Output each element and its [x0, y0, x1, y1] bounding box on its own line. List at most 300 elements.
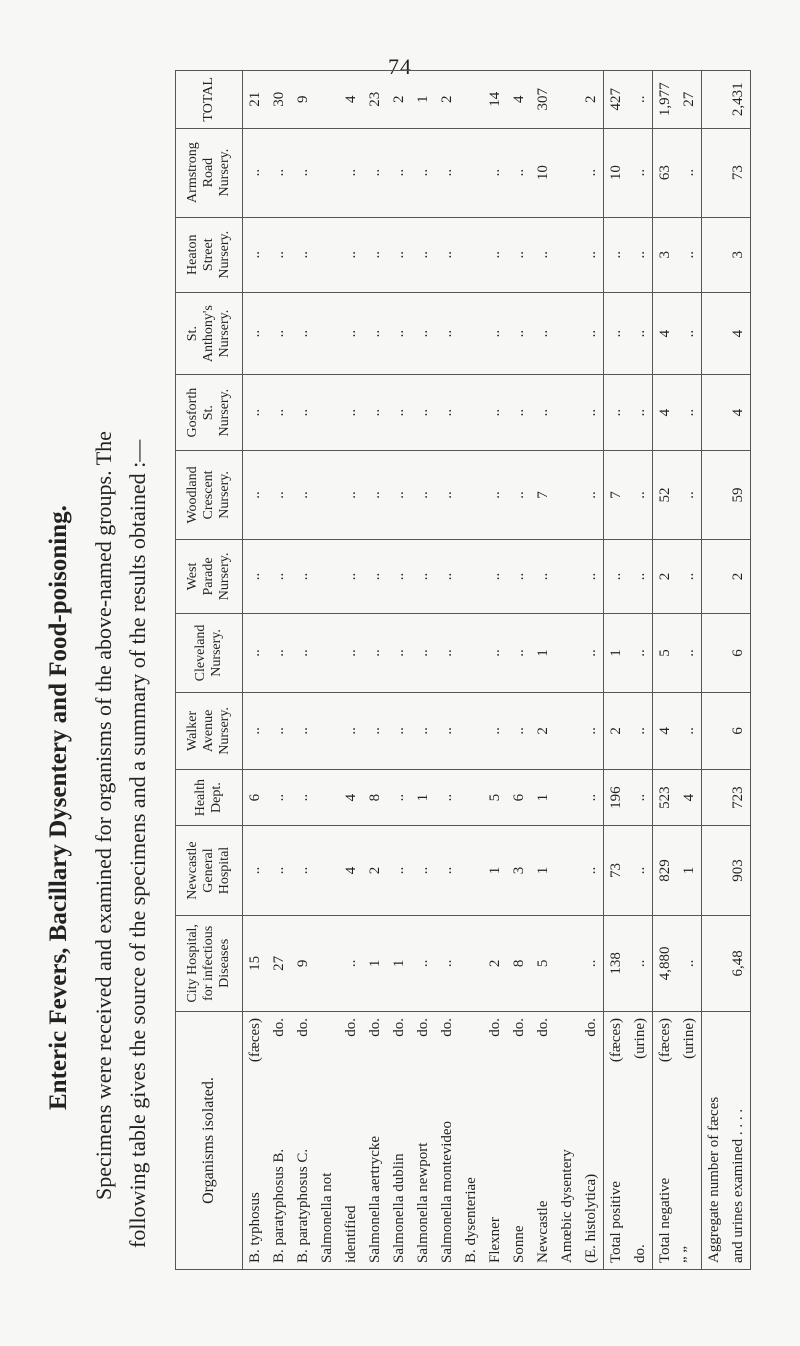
col-walker-avenue: Walker Avenue Nursery.	[176, 692, 243, 769]
count-cell	[459, 539, 483, 613]
results-table	[175, 70, 751, 1270]
count-cell: ..	[339, 450, 363, 539]
count-cell: ..	[435, 613, 459, 692]
organism-name-cell	[483, 1012, 507, 1270]
organism-name: Amœbic dysentery	[558, 1149, 575, 1263]
count-cell: ..	[579, 539, 604, 613]
count-cell: ..	[677, 613, 702, 692]
count-cell	[702, 292, 727, 375]
table-row	[291, 71, 315, 1270]
count-cell	[702, 128, 727, 217]
count-cell: 5	[483, 769, 507, 826]
table-row	[411, 71, 435, 1270]
table-row	[702, 71, 727, 1270]
count-cell: ..	[435, 128, 459, 217]
count-cell	[459, 826, 483, 915]
count-cell: ..	[267, 769, 291, 826]
count-cell: ..	[387, 217, 411, 292]
count-cell: 1	[531, 769, 555, 826]
total-cell: 30	[267, 71, 291, 129]
table-row	[653, 71, 678, 1270]
organism-name-cell	[653, 1012, 678, 1270]
table-row	[267, 71, 291, 1270]
col-armstrong-road: Armstrong Road Nursery.	[176, 128, 243, 217]
count-cell	[315, 375, 339, 451]
count-cell: ..	[507, 128, 531, 217]
table-row	[435, 71, 459, 1270]
count-cell: ..	[363, 613, 387, 692]
count-cell: ..	[677, 128, 702, 217]
organism-name: Salmonella aertrycke	[366, 1135, 383, 1263]
count-cell: ..	[604, 539, 629, 613]
col-health-dept: Health Dept.	[176, 769, 243, 826]
count-cell: ..	[531, 292, 555, 375]
count-cell: ..	[291, 613, 315, 692]
count-cell: ..	[339, 292, 363, 375]
count-cell: ..	[267, 217, 291, 292]
count-cell: 1	[483, 826, 507, 915]
organism-name-cell	[243, 1012, 268, 1270]
organism-name: (E. histolytica)	[582, 1173, 599, 1263]
count-cell: 4	[653, 375, 678, 451]
count-cell: 2	[653, 539, 678, 613]
count-cell: ..	[363, 217, 387, 292]
count-cell: 4	[653, 292, 678, 375]
count-cell	[555, 450, 579, 539]
col-heaton-street: Heaton Street Nursery.	[176, 217, 243, 292]
count-cell: 4	[726, 292, 751, 375]
count-cell: ..	[387, 539, 411, 613]
organism-name-cell	[411, 1012, 435, 1270]
count-cell: ..	[291, 769, 315, 826]
count-cell: ..	[291, 692, 315, 769]
rotated-content	[45, 70, 785, 1270]
count-cell: ..	[604, 217, 629, 292]
count-cell: ..	[411, 539, 435, 613]
count-cell: 4	[653, 692, 678, 769]
count-cell	[315, 613, 339, 692]
count-cell: ..	[243, 217, 268, 292]
count-cell: 1	[387, 915, 411, 1011]
count-cell	[555, 613, 579, 692]
count-cell: ..	[677, 217, 702, 292]
table-row	[726, 71, 751, 1270]
count-cell: ..	[267, 692, 291, 769]
count-cell: ..	[411, 292, 435, 375]
table-row	[483, 71, 507, 1270]
table-row	[604, 71, 629, 1270]
count-cell	[555, 128, 579, 217]
col-st-anthonys: St. Anthony's Nursery.	[176, 292, 243, 375]
intro-line-2: following table gives the source of the specimens and a summary of the results obtained :—	[125, 439, 150, 1248]
count-cell: 7	[604, 450, 629, 539]
count-cell: ..	[507, 692, 531, 769]
count-cell: ..	[483, 375, 507, 451]
count-cell: 73	[726, 128, 751, 217]
count-cell: ..	[243, 450, 268, 539]
count-cell: ..	[483, 450, 507, 539]
count-cell: ..	[483, 539, 507, 613]
count-cell	[315, 539, 339, 613]
organism-name-cell	[555, 1012, 579, 1270]
count-cell: ..	[243, 539, 268, 613]
total-cell: 4	[507, 71, 531, 129]
count-cell: ..	[243, 128, 268, 217]
count-cell: ..	[267, 292, 291, 375]
count-cell: 2	[363, 826, 387, 915]
count-cell: 2	[604, 692, 629, 769]
count-cell: ..	[483, 692, 507, 769]
total-cell: 4	[339, 71, 363, 129]
count-cell: 8	[507, 915, 531, 1011]
count-cell: ..	[507, 217, 531, 292]
organism-name: Salmonella newport	[414, 1142, 431, 1263]
total-cell	[315, 71, 339, 129]
count-cell: ..	[483, 217, 507, 292]
organism-name-cell	[267, 1012, 291, 1270]
count-cell: ..	[579, 692, 604, 769]
table-row	[628, 71, 653, 1270]
total-cell: ..	[628, 71, 653, 129]
count-cell: ..	[267, 826, 291, 915]
specimen-type: (fæces)	[246, 1018, 263, 1063]
count-cell: ..	[677, 375, 702, 451]
count-cell: ..	[387, 826, 411, 915]
count-cell: ..	[435, 915, 459, 1011]
count-cell: ..	[677, 692, 702, 769]
organism-name-cell	[531, 1012, 555, 1270]
count-cell: ..	[387, 613, 411, 692]
count-cell: 4	[677, 769, 702, 826]
organism-name-cell	[459, 1012, 483, 1270]
count-cell: 4	[339, 769, 363, 826]
total-cell: 2,431	[726, 71, 751, 129]
col-gosforth-st: Gosforth St. Nursery.	[176, 375, 243, 451]
specimen-type: do.	[342, 1018, 359, 1037]
total-cell: 2	[387, 71, 411, 129]
table-row	[677, 71, 702, 1270]
count-cell: 138	[604, 915, 629, 1011]
count-cell: ..	[387, 769, 411, 826]
count-cell	[702, 613, 727, 692]
count-cell: ..	[579, 292, 604, 375]
count-cell: ..	[604, 292, 629, 375]
count-cell: ..	[267, 450, 291, 539]
count-cell: ..	[339, 375, 363, 451]
specimen-type: do.	[486, 1018, 503, 1037]
total-cell: 2	[579, 71, 604, 129]
page-number: 74	[388, 54, 412, 79]
total-cell: 2	[435, 71, 459, 129]
count-cell: ..	[628, 450, 653, 539]
count-cell: ..	[411, 613, 435, 692]
count-cell: 6	[726, 692, 751, 769]
organism-name: Salmonella dublin	[390, 1153, 407, 1263]
count-cell: ..	[243, 613, 268, 692]
count-cell: 4	[339, 826, 363, 915]
organism-name-cell	[291, 1012, 315, 1270]
count-cell: ..	[507, 539, 531, 613]
count-cell: 1	[411, 769, 435, 826]
count-cell: 4,880	[653, 915, 678, 1011]
count-cell: ..	[339, 915, 363, 1011]
count-cell: 1	[677, 826, 702, 915]
count-cell	[459, 613, 483, 692]
count-cell: ..	[387, 692, 411, 769]
organism-name-cell	[387, 1012, 411, 1270]
table-row	[363, 71, 387, 1270]
count-cell: ..	[291, 450, 315, 539]
count-cell: ..	[483, 613, 507, 692]
count-cell: ..	[363, 292, 387, 375]
count-cell: 3	[507, 826, 531, 915]
table-row	[507, 71, 531, 1270]
count-cell: 3	[653, 217, 678, 292]
count-cell: ..	[628, 292, 653, 375]
count-cell: ..	[483, 292, 507, 375]
organism-name: B. paratyphosus B.	[270, 1148, 287, 1263]
count-cell: ..	[339, 539, 363, 613]
total-cell: 307	[531, 71, 555, 129]
count-cell: ..	[243, 292, 268, 375]
count-cell: 1	[363, 915, 387, 1011]
organism-name-cell	[507, 1012, 531, 1270]
count-cell: ..	[435, 217, 459, 292]
count-cell: ..	[531, 539, 555, 613]
table-row	[555, 71, 579, 1270]
organism-name: Sonne	[510, 1225, 527, 1263]
count-cell: ..	[411, 450, 435, 539]
count-cell: ..	[435, 826, 459, 915]
specimen-type: (urine)	[680, 1018, 697, 1059]
count-cell: 6	[726, 613, 751, 692]
table-body	[243, 71, 751, 1270]
count-cell: ..	[435, 450, 459, 539]
organism-name: Salmonella not	[318, 1172, 335, 1263]
count-cell: 4	[726, 375, 751, 451]
count-cell: ..	[291, 539, 315, 613]
count-cell: ..	[339, 128, 363, 217]
count-cell	[702, 539, 727, 613]
table-row	[459, 71, 483, 1270]
count-cell: 1	[531, 613, 555, 692]
count-cell: 196	[604, 769, 629, 826]
count-cell: ..	[628, 769, 653, 826]
count-cell: ..	[435, 292, 459, 375]
organism-name: ” ”	[680, 1245, 697, 1263]
count-cell: ..	[579, 826, 604, 915]
count-cell: ..	[387, 375, 411, 451]
count-cell: ..	[579, 375, 604, 451]
organism-name: B. typhosus	[246, 1192, 263, 1263]
specimen-type: (urine)	[631, 1018, 648, 1059]
table-row	[243, 71, 268, 1270]
organism-name: Flexner	[486, 1217, 503, 1263]
count-cell: 6	[243, 769, 268, 826]
count-cell	[702, 375, 727, 451]
count-cell	[315, 826, 339, 915]
count-cell: ..	[411, 375, 435, 451]
organism-name-cell	[363, 1012, 387, 1270]
count-cell: ..	[628, 613, 653, 692]
count-cell: 59	[726, 450, 751, 539]
intro-paragraph	[87, 70, 155, 1270]
count-cell: ..	[363, 450, 387, 539]
intro-line-1: Specimens were received and examined for organisms of the above-named groups. The	[91, 431, 116, 1200]
count-cell	[315, 769, 339, 826]
count-cell	[555, 292, 579, 375]
count-cell	[459, 692, 483, 769]
count-cell: 6	[507, 769, 531, 826]
count-cell: ..	[291, 292, 315, 375]
count-cell: ..	[363, 692, 387, 769]
count-cell: 2	[726, 539, 751, 613]
count-cell: ..	[339, 692, 363, 769]
count-cell: ..	[628, 826, 653, 915]
count-cell: ..	[339, 217, 363, 292]
count-cell: ..	[411, 128, 435, 217]
page-heading: Enteric Fevers, Bacillary Dysentery and Food-poisoning.	[45, 505, 72, 1110]
count-cell: ..	[267, 128, 291, 217]
count-cell	[459, 375, 483, 451]
count-cell: ..	[243, 692, 268, 769]
col-general-hospital: Newcastle General Hospital	[176, 826, 243, 915]
count-cell: ..	[507, 375, 531, 451]
count-cell: ..	[411, 217, 435, 292]
count-cell: 10	[604, 128, 629, 217]
col-cleveland: Cleveland Nursery.	[176, 613, 243, 692]
specimen-type: do.	[534, 1018, 551, 1037]
count-cell	[315, 692, 339, 769]
count-cell: 5	[653, 613, 678, 692]
count-cell: ..	[677, 450, 702, 539]
organism-name-cell	[677, 1012, 702, 1270]
count-cell: ..	[677, 915, 702, 1011]
specimen-type: do.	[390, 1018, 407, 1037]
count-cell: ..	[387, 292, 411, 375]
count-cell: 723	[726, 769, 751, 826]
total-cell: 427	[604, 71, 629, 129]
count-cell: ..	[339, 613, 363, 692]
organism-name-cell	[315, 1012, 339, 1270]
count-cell: ..	[483, 128, 507, 217]
count-cell: 9	[291, 915, 315, 1011]
count-cell: ..	[435, 769, 459, 826]
count-cell: ..	[267, 613, 291, 692]
count-cell	[555, 915, 579, 1011]
count-cell: 1	[604, 613, 629, 692]
count-cell	[315, 292, 339, 375]
count-cell: ..	[411, 692, 435, 769]
organism-name: B. paratyphosus C.	[294, 1148, 311, 1263]
organism-name-cell	[604, 1012, 629, 1270]
count-cell	[315, 450, 339, 539]
count-cell: 6,48	[726, 915, 751, 1011]
organism-name: Salmonella montevideo	[438, 1120, 455, 1263]
specimen-type: (fæces)	[656, 1018, 673, 1063]
count-cell: ..	[628, 375, 653, 451]
count-cell: ..	[531, 375, 555, 451]
count-cell	[555, 539, 579, 613]
count-cell: 2	[483, 915, 507, 1011]
total-cell	[702, 71, 727, 129]
total-cell: 1,977	[653, 71, 678, 129]
count-cell: 829	[653, 826, 678, 915]
count-cell: ..	[604, 375, 629, 451]
count-cell	[555, 692, 579, 769]
col-organisms: Organisms isolated.	[176, 1012, 243, 1270]
count-cell	[315, 915, 339, 1011]
count-cell: ..	[243, 375, 268, 451]
count-cell: ..	[531, 217, 555, 292]
organism-name: Total positive	[607, 1181, 624, 1263]
specimen-type: (fæces)	[607, 1018, 624, 1063]
table-row	[387, 71, 411, 1270]
count-cell: 3	[726, 217, 751, 292]
count-cell: 523	[653, 769, 678, 826]
count-cell	[459, 769, 483, 826]
specimen-type: do.	[438, 1018, 455, 1037]
count-cell: ..	[579, 217, 604, 292]
count-cell: ..	[677, 539, 702, 613]
specimen-type: do.	[270, 1018, 287, 1037]
organism-name-cell	[702, 1012, 727, 1270]
count-cell	[459, 217, 483, 292]
count-cell: ..	[363, 375, 387, 451]
count-cell: ..	[579, 128, 604, 217]
organism-name: Aggregate number of fæces	[705, 1096, 722, 1263]
count-cell	[459, 915, 483, 1011]
count-cell: 73	[604, 826, 629, 915]
organism-name: Total negative	[656, 1177, 673, 1263]
count-cell: 5	[531, 915, 555, 1011]
table-row	[579, 71, 604, 1270]
organism-name-cell	[579, 1012, 604, 1270]
count-cell: 2	[531, 692, 555, 769]
count-cell: 903	[726, 826, 751, 915]
organism-name: identified	[342, 1205, 359, 1263]
col-woodland-crescent: Woodland Crescent Nursery.	[176, 450, 243, 539]
count-cell: ..	[579, 915, 604, 1011]
col-total: TOTAL	[176, 71, 243, 129]
count-cell: 8	[363, 769, 387, 826]
count-cell: ..	[628, 217, 653, 292]
count-cell	[702, 769, 727, 826]
count-cell: ..	[411, 826, 435, 915]
count-cell: ..	[267, 539, 291, 613]
col-city-hospital: City Hospital, for infectious Diseases	[176, 915, 243, 1011]
count-cell: 7	[531, 450, 555, 539]
table-header-row	[176, 71, 243, 1270]
table-row	[531, 71, 555, 1270]
count-cell: ..	[387, 128, 411, 217]
total-cell: 21	[243, 71, 268, 129]
count-cell: ..	[291, 826, 315, 915]
count-cell	[315, 128, 339, 217]
count-cell	[702, 217, 727, 292]
table-row	[315, 71, 339, 1270]
count-cell: ..	[363, 128, 387, 217]
count-cell: 63	[653, 128, 678, 217]
organism-name-cell	[726, 1012, 751, 1270]
count-cell	[702, 915, 727, 1011]
count-cell: ..	[411, 915, 435, 1011]
count-cell: ..	[579, 769, 604, 826]
organism-name: B. dysenteriae	[462, 1177, 479, 1263]
count-cell: 27	[267, 915, 291, 1011]
count-cell: ..	[507, 613, 531, 692]
count-cell	[459, 128, 483, 217]
